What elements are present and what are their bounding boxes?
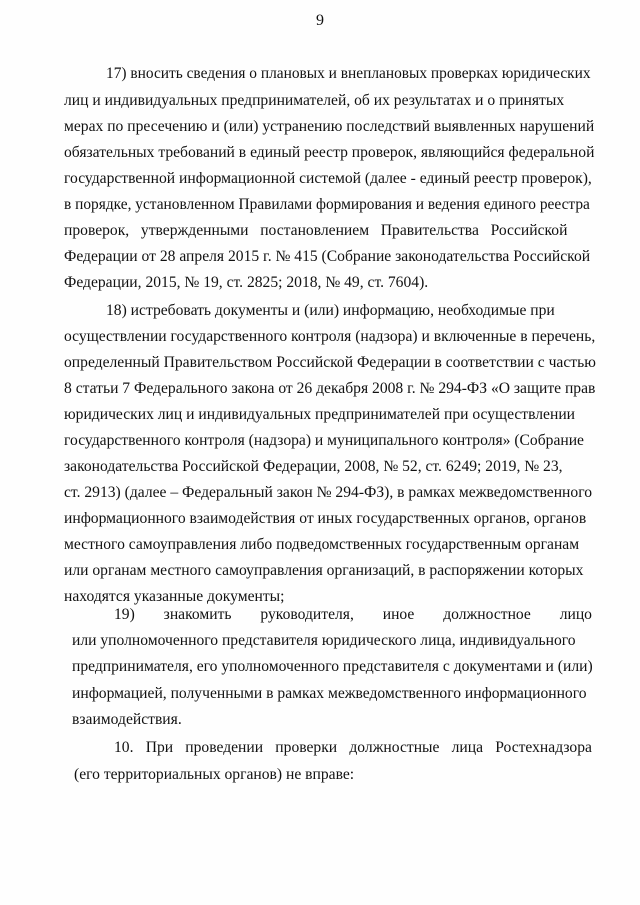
text-line: 8 статьи 7 Федерального закона от 26 декабря 2008 г. № 294-ФЗ «О защите прав xyxy=(64,380,596,397)
text-line: Федерации от 28 апреля 2015 г. № 415 (Собрание законодательства Российской xyxy=(64,248,591,265)
text-line: в порядке, установленном Правилами формирования и ведения единого реестра xyxy=(64,196,590,213)
text-line: 17) вносить сведения о плановых и внеплановых проверках юридических xyxy=(106,65,591,82)
text-line: осуществлении государственного контроля (надзора) и включенные в перечень, xyxy=(64,328,596,345)
text-line: Федерации, 2015, № 19, ст. 2825; 2018, № 49, ст. 7604). xyxy=(64,274,429,291)
word: При xyxy=(145,739,174,756)
text-line xyxy=(114,606,592,624)
text-line: обязательных требований в единый реестр проверок, являющийся федеральной xyxy=(64,144,595,161)
word: 10. xyxy=(114,739,134,756)
text-line: или органам местного самоуправления организаций, в распоряжении которых xyxy=(64,562,584,579)
text-line: мерах по пресечению и (или) устранению последствий выявленных нарушений xyxy=(64,118,595,135)
text-line: местного самоуправления либо подведомственных государственным органам xyxy=(64,536,580,553)
text-line: определенный Правительством Российской Федерации в соответствии с частью xyxy=(64,354,596,371)
word: лица xyxy=(451,739,484,756)
word: Ростехнадзора xyxy=(495,739,592,756)
text-line: 18) истребовать документы и (или) информацию, необходимые при xyxy=(106,302,555,319)
text-line: предпринимателя, его уполномоченного представителя с документами и (или) xyxy=(72,658,593,675)
text-line: лиц и индивидуальных предпринимателей, об их результатах и о принятых xyxy=(64,92,565,109)
text-line: ст. 2913) (далее – Федеральный закон № 294-ФЗ), в рамках межведомственного xyxy=(64,484,593,501)
text-line: взаимодействия. xyxy=(72,711,182,728)
text-line: находятся указанные документы; xyxy=(64,588,285,605)
word: лицо xyxy=(559,606,592,623)
word: знакомить xyxy=(163,606,232,623)
word: должностные xyxy=(349,739,440,756)
page-number: 9 xyxy=(316,12,324,29)
word: должностное xyxy=(443,606,531,623)
word: 19) xyxy=(114,606,135,623)
text-line: проверок, утвержденными постановлением Правительства Российской xyxy=(64,222,568,239)
word: иное xyxy=(382,606,415,623)
text-line: информационного взаимодействия от иных государственных органов, органов xyxy=(64,510,587,527)
text-line: юридических лиц и индивидуальных предпринимателей при осуществлении xyxy=(64,406,576,423)
word: проведении xyxy=(185,739,264,756)
text-line: государственной информационной системой (далее - единый реестр проверок), xyxy=(64,170,592,187)
text-line: государственного контроля (надзора) и муниципального контроля» (Собрание xyxy=(64,432,584,449)
text-line: или уполномоченного представителя юридического лица, индивидуального xyxy=(72,632,576,649)
text-line: (его территориальных органов) не вправе: xyxy=(74,766,355,783)
text-line: информацией, полученными в рамках межведомственного информационного xyxy=(72,685,587,702)
word: проверки xyxy=(275,739,338,756)
text-line: законодательства Российской Федерации, 2008, № 52, ст. 6249; 2019, № 23, xyxy=(64,458,563,475)
word: руководителя, xyxy=(260,606,354,623)
text-line xyxy=(114,739,592,757)
